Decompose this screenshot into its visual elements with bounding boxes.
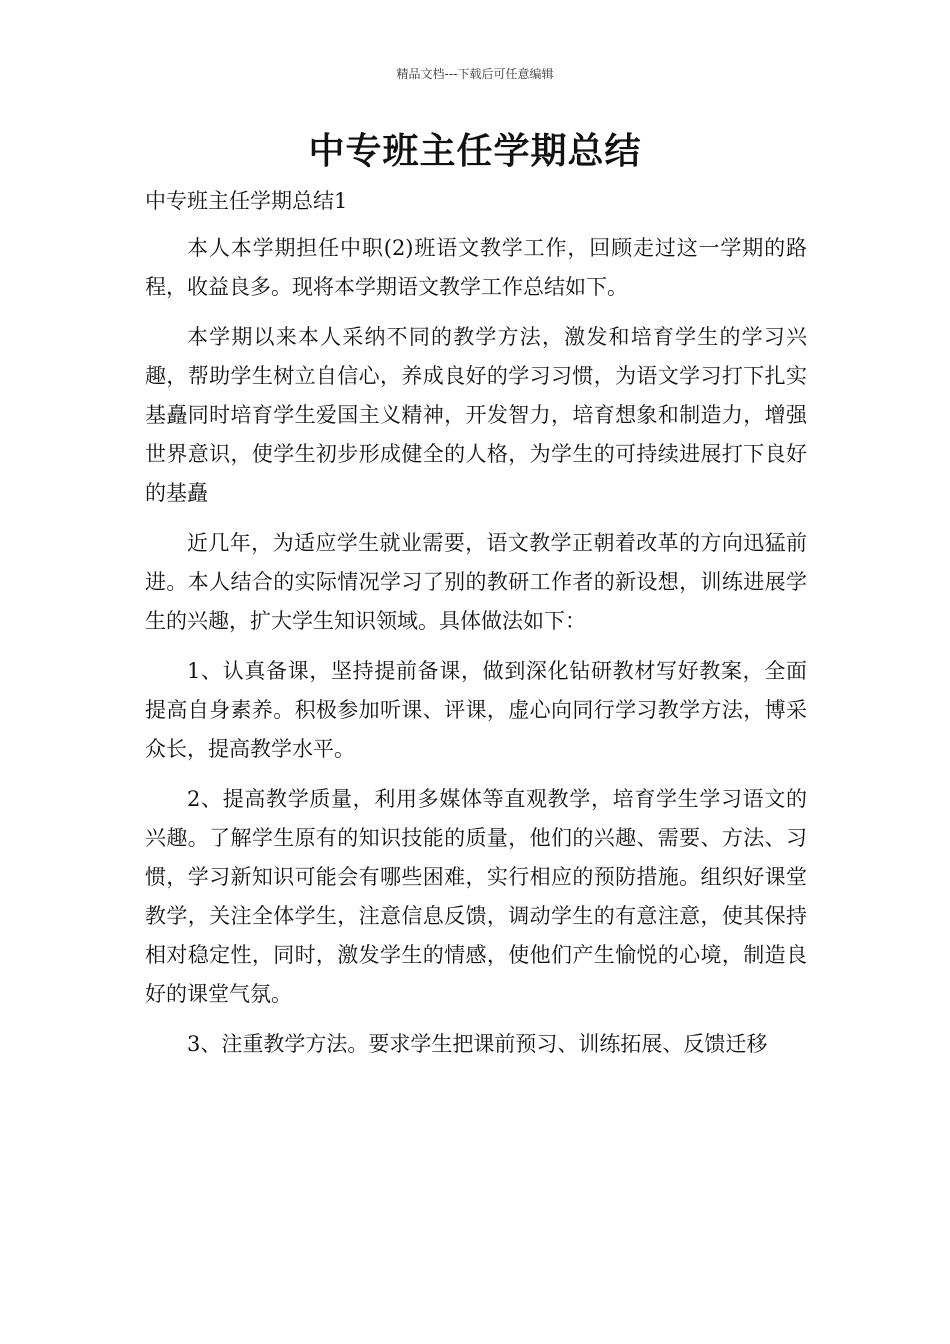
- paragraph-reform: 近几年，为适应学生就业需要，语文教学正朝着改革的方向迅猛前进。本人结合的实际情况学习了别的教研工作者的新设想，训练进展学生的兴趣，扩大学生知识领域。具体做法如下：: [145, 531, 807, 633]
- paragraph-intro: 本人本学期担任中职(2)班语文教学工作，回顾走过这一学期的路程，收益良多。现将本学期语文教学工作总结如下。: [145, 236, 807, 299]
- paragraph-item-2: 2、提高教学质量，利用多媒体等直观教学，培育学生学习语文的兴趣。了解学生原有的知识技能的质量，他们的兴趣、需要、方法、习惯，学习新知识可能会有哪些困难，实行相应的预防措施。组织好课堂教学，关注全体学生，注意信息反馈，调动学生的有意注意，使其保持相对稳定性，同时，激发学生的情感，使他们产生愉悦的心境，制造良好的课堂气氛。: [145, 787, 807, 1006]
- document-title: 中专班主任学期总结: [308, 131, 642, 172]
- paragraph-item-1: 1、认真备课，坚持提前备课，做到深化钻研教材写好教案，全面提高自身素养。积极参加听课、评课，虚心向同行学习教学方法，博采众长，提高教学水平。: [145, 659, 807, 761]
- header-note: 精品文档---下载后可任意编辑: [396, 67, 554, 81]
- document-body: [145, 182, 807, 1075]
- section-subtitle: 中专班主任学期总结1: [145, 189, 348, 213]
- paragraph-methods: 本学期以来本人采纳不同的教学方法，激发和培育学生的学习兴趣，帮助学生树立自信心，养成良好的学习习惯，为语文学习打下扎实基矗同时培育学生爱国主义精神，开发智力，培育想象和制造力，增强世界意识，使学生初步形成健全的人格，为学生的可持续进展打下良好的基矗: [145, 325, 807, 505]
- paragraph-item-3: 3、注重教学方法。要求学生把课前预习、训练拓展、反馈迁移: [187, 1032, 768, 1056]
